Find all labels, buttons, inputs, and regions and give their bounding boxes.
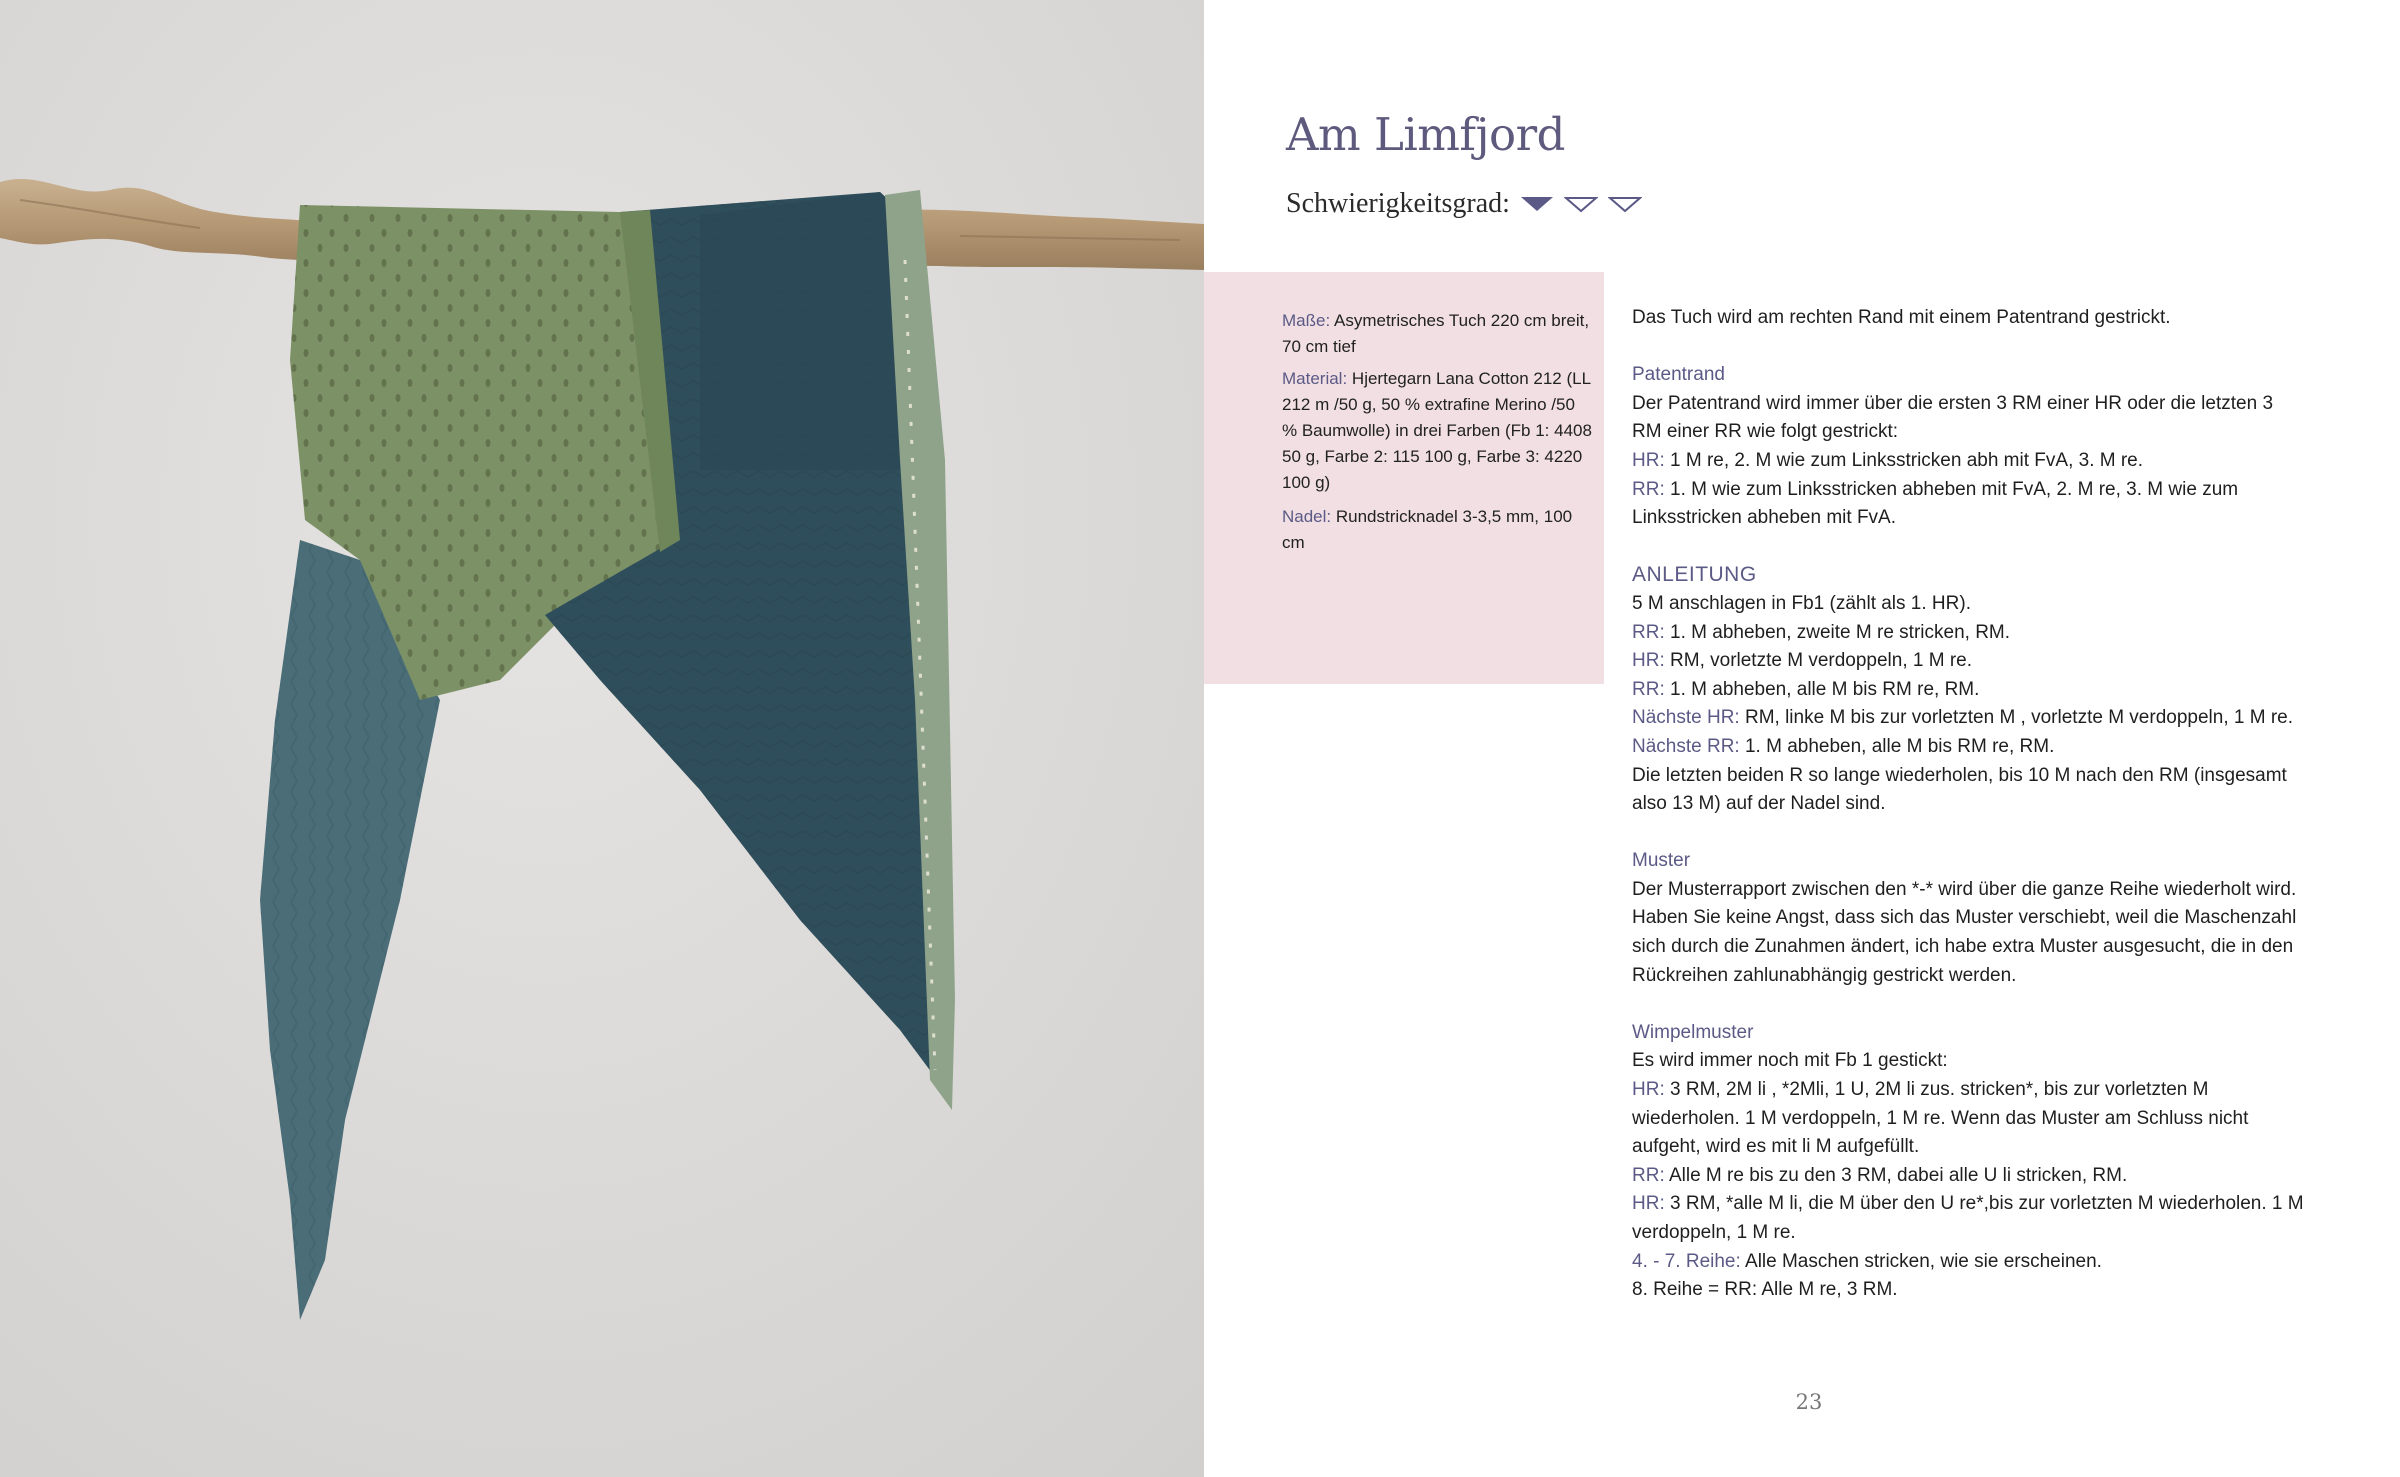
page-title: Am Limfjord (1286, 108, 1565, 161)
anleitung-line: 5 M anschlagen in Fb1 (zählt als 1. HR). (1632, 592, 1971, 614)
intro-text: Das Tuch wird am rechten Rand mit einem Patentrand gestrickt. (1632, 307, 2171, 328)
row-text: RM, linke M bis zur vorletzten M , vorletzte M verdoppeln, 1 M re. (1744, 707, 2293, 729)
row-label: Nächste HR: (1632, 707, 1740, 729)
row-text: 1. M abheben, zweite M re stricken, RM. (1670, 621, 2011, 643)
instructions-column (1632, 304, 2307, 1305)
triangle-outline-icon (1564, 195, 1598, 213)
hr-label: HR: (1632, 449, 1665, 471)
row-label: RR: (1632, 1164, 1665, 1186)
page-number: 23 (1795, 1390, 1823, 1414)
hr-text: 1 M re, 2. M wie zum Linksstricken abh mit FvA, 3. M re. (1670, 449, 2144, 471)
triangle-outline-icon (1608, 195, 1642, 213)
anleitung-line (1632, 704, 2307, 733)
wimpel-line: 8. Reihe = RR: Alle M re, 3 RM. (1632, 1279, 1898, 1301)
row-text: 3 RM, 2M li , *2Mli, 1 U, 2M li zus. stricken*, bis zur vorletzten M wiederholen. 1 M verdoppeln, 1 M re. Wenn das Muster am Schluss nicht aufgeht, wird es mit li M aufgefüllt. (1632, 1079, 2249, 1158)
info-masse (1282, 308, 1592, 360)
anleitung-line: Die letzten beiden R so lange wiederholen, bis 10 M nach den RM (insgesamt also 13 M) auf der Nadel sind. (1632, 764, 2287, 815)
anleitung-line (1632, 733, 2307, 762)
section-title-muster: Muster (1632, 850, 1691, 872)
row-text: 3 RM, *alle M li, die M über den U re*,bis zur vorletzten M wiederholen. 1 M verdoppeln, 1 M re. (1632, 1193, 2304, 1243)
info-nadel (1282, 504, 1592, 556)
section-title-wimpelmuster: Wimpelmuster (1632, 1021, 1754, 1043)
row-label: HR: (1632, 650, 1665, 672)
section-title-anleitung: ANLEITUNG (1632, 563, 1757, 587)
row-text: RM, vorletzte M verdoppeln, 1 M re. (1670, 650, 1973, 672)
rr-text: 1. M wie zum Linksstricken abheben mit FvA, 2. M re, 3. M wie zum Linksstricken abheben mit FvA. (1632, 478, 2239, 529)
row-label: HR: (1632, 1079, 1665, 1101)
nadel-text: Rundstricknadel 3-3,5 mm, 100 cm (1282, 507, 1573, 552)
anleitung-line (1632, 647, 2307, 676)
section-title-patentrand: Patentrand (1632, 364, 1725, 386)
row-text: Alle M re bis zu den 3 RM, dabei alle U li stricken, RM. (1668, 1164, 2128, 1186)
triangle-filled-icon (1520, 195, 1554, 213)
row-text: 1. M abheben, alle M bis RM re, RM. (1744, 735, 2055, 757)
masse-label: Maße: (1282, 311, 1331, 330)
materials-box (1204, 272, 1604, 684)
muster-text: Der Musterrapport zwischen den *-* wird über die ganze Reihe wiederholt wird. Haben Sie keine Angst, dass sich das Muster verschiebt, weil die Maschenzahl sich durch die Zunahmen ändert, ich habe extra Muster ausgesucht, die in den Rückreihen zahlunabhängig gestrickt werden. (1632, 878, 2297, 986)
row-text: Alle Maschen stricken, wie sie erscheinen. (1745, 1250, 2102, 1272)
text-page (1204, 0, 2400, 1477)
patentrand-text: Der Patentrand wird immer über die ersten 3 RM einer HR oder die letzten 3 RM einer RR wie folgt gestrickt: (1632, 392, 2274, 443)
wimpel-line (1632, 1076, 2307, 1162)
row-text: 1. M abheben, alle M bis RM re, RM. (1670, 678, 1980, 700)
rr-label: RR: (1632, 478, 1665, 500)
material-text: Hjertegarn Lana Cotton 212 (LL 212 m /50 g, 50 % extrafine Merino /50 % Baumwolle) in drei Farben (Fb 1: 4408 50 g, Farbe 2: 115 100 g, Farbe 3: 4220 100 g) (1282, 369, 1592, 492)
patentrand-hr (1632, 447, 2307, 476)
row-label: RR: (1632, 621, 1665, 643)
masse-text: Asymetrisches Tuch 220 cm breit, 70 cm tief (1282, 311, 1590, 356)
row-label: 4. - 7. Reihe: (1632, 1250, 1741, 1272)
info-material (1282, 366, 1592, 496)
wimpel-line (1632, 1248, 2307, 1277)
material-label: Material: (1282, 369, 1348, 388)
difficulty-rating (1286, 188, 1642, 220)
wimpel-line: Es wird immer noch mit Fb 1 gestickt: (1632, 1050, 1948, 1072)
row-label: Nächste RR: (1632, 735, 1740, 757)
wimpel-line (1632, 1162, 2307, 1191)
row-label: HR: (1632, 1193, 1665, 1215)
nadel-label: Nadel: (1282, 507, 1332, 526)
row-label: RR: (1632, 678, 1665, 700)
patentrand-rr (1632, 476, 2307, 533)
anleitung-line (1632, 619, 2307, 648)
wimpel-line (1632, 1190, 2307, 1247)
difficulty-label: Schwierigkeitsgrad: (1286, 188, 1510, 219)
anleitung-line (1632, 676, 2307, 705)
